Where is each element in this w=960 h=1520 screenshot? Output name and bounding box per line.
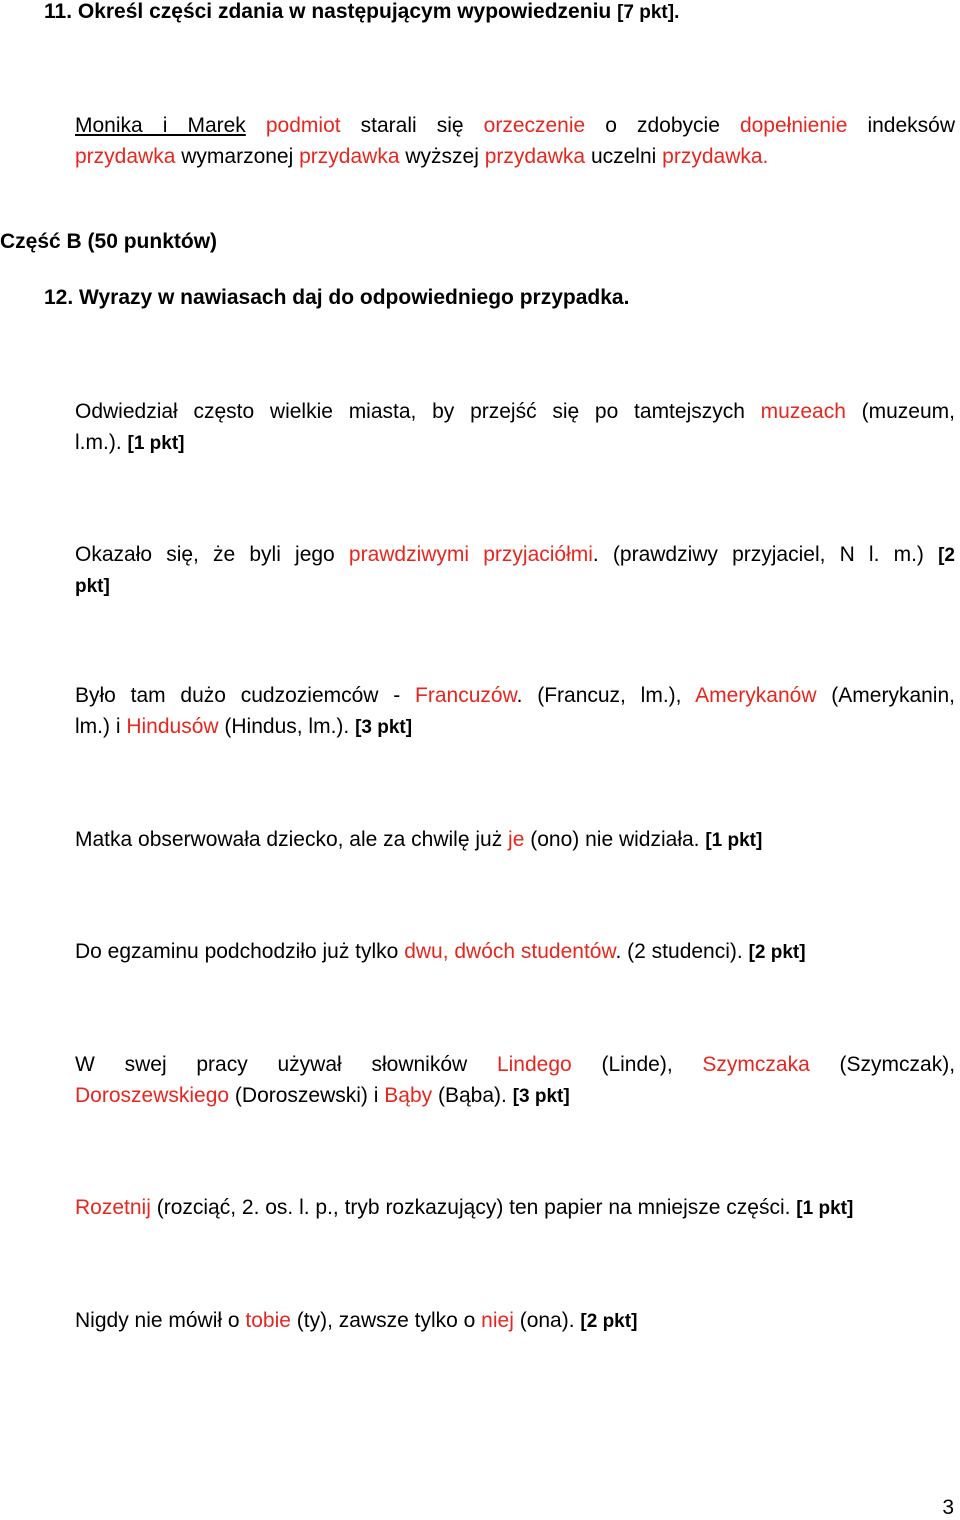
answer-text: niej [481, 1309, 514, 1332]
answer-text: tobie [245, 1309, 291, 1332]
points-label: [1 pkt] [705, 830, 763, 851]
label-dopelnienie: dopełnienie [739, 114, 848, 137]
task12-item2-line2 [75, 570, 955, 602]
points-label: pkt] [75, 576, 110, 597]
task12-item3-line2: lm.) i Hindusów (Hindus, lm.). [3 pkt] [75, 715, 413, 738]
answer-text: Hindusów [126, 715, 219, 738]
answer-text: Rozetnij [75, 1196, 151, 1219]
points-label: [3 pkt] [512, 1086, 570, 1107]
label-przydawka: przydawka. [662, 145, 769, 168]
label-orzeczenie: orzeczenie [483, 114, 586, 137]
answer-text: Amerykanów [695, 684, 817, 707]
task11-sentence-line2: przydawka wymarzonej przydawka wyższej przydawka uczelni przydawka. [75, 145, 769, 168]
points-label: [2 pkt] [580, 1311, 638, 1332]
points-label: [1 pkt] [127, 433, 185, 454]
task12-item1-line1: Odwiedział często wielkie miasta, by przejść się po tamtejszych muzeach (muzeum, [75, 400, 955, 423]
section-b-heading: Część B (50 punktów) [0, 230, 218, 253]
task12-item6-line2: Doroszewskiego (Doroszewski) i Bąby (Bąba). [3 pkt] [75, 1084, 570, 1107]
task11-sentence-line1: Monika i Marek podmiot starali się orzeczenie o zdobycie dopełnienie indeksów [75, 114, 956, 137]
task12-item1-line2: l.m.). [1 pkt] [75, 431, 185, 454]
label-podmiot: podmiot [265, 114, 341, 137]
points-label: [2 pkt] [748, 942, 806, 963]
answer-text: je [508, 828, 525, 851]
page-number: 3 [942, 1496, 954, 1519]
answer-text: Bąby [384, 1084, 433, 1107]
task12-item3-line1: Było tam dużo cudzoziemców - Francuzów. (Francuz, lm.), Amerykanów (Amerykanin, [75, 684, 955, 707]
task12-item6-line1: W swej pracy używał słowników Lindego (Linde), Szymczaka (Szymczak), [75, 1053, 956, 1076]
task12-item4: Matka obserwowała dziecko, ale za chwilę już je (ono) nie widziała. [1 pkt] [75, 828, 763, 851]
task12-item2-line1: Okazało się, że byli jego prawdziwymi przyjaciółmi. (prawdziwy przyjaciel, N l. m.) [2 [75, 543, 955, 566]
answer-text: Lindego [496, 1053, 572, 1076]
answer-text: Doroszewskiego [75, 1084, 230, 1107]
answer-text: muzeach [760, 400, 846, 423]
answer-text: prawdziwymi przyjaciółmi [348, 543, 593, 566]
answer-text: dwu, dwóch studentów [404, 940, 616, 963]
label-przydawka: przydawka [484, 145, 586, 168]
task11-heading [44, 0, 679, 27]
task12-item7: Rozetnij (rozciąć, 2. os. l. p., tryb rozkazujący) ten papier na mniejsze części. [1 pkt] [75, 1196, 854, 1219]
task12-heading: 12. Wyrazy w nawiasach daj do odpowiedniego przypadka. [44, 286, 630, 309]
label-przydawka: przydawka [299, 145, 400, 168]
subject-text: Monika i Marek [75, 114, 246, 137]
points-label: [2 [938, 545, 955, 566]
task11-points: [7 pkt]. [617, 2, 680, 23]
task11-title: 11. Określ części zdania w następującym wypowiedzeniu [44, 0, 618, 23]
points-label: [3 pkt] [355, 717, 413, 738]
answer-text: Szymczaka [702, 1053, 810, 1076]
task12-item8: Nigdy nie mówił o tobie (ty), zawsze tylko o niej (ona). [2 pkt] [75, 1309, 638, 1332]
label-przydawka: przydawka [75, 145, 176, 168]
task12-item5: Do egzaminu podchodziło już tylko dwu, dwóch studentów. (2 studenci). [2 pkt] [75, 940, 806, 963]
answer-text: Francuzów [415, 684, 517, 707]
points-label: [1 pkt] [796, 1198, 854, 1219]
